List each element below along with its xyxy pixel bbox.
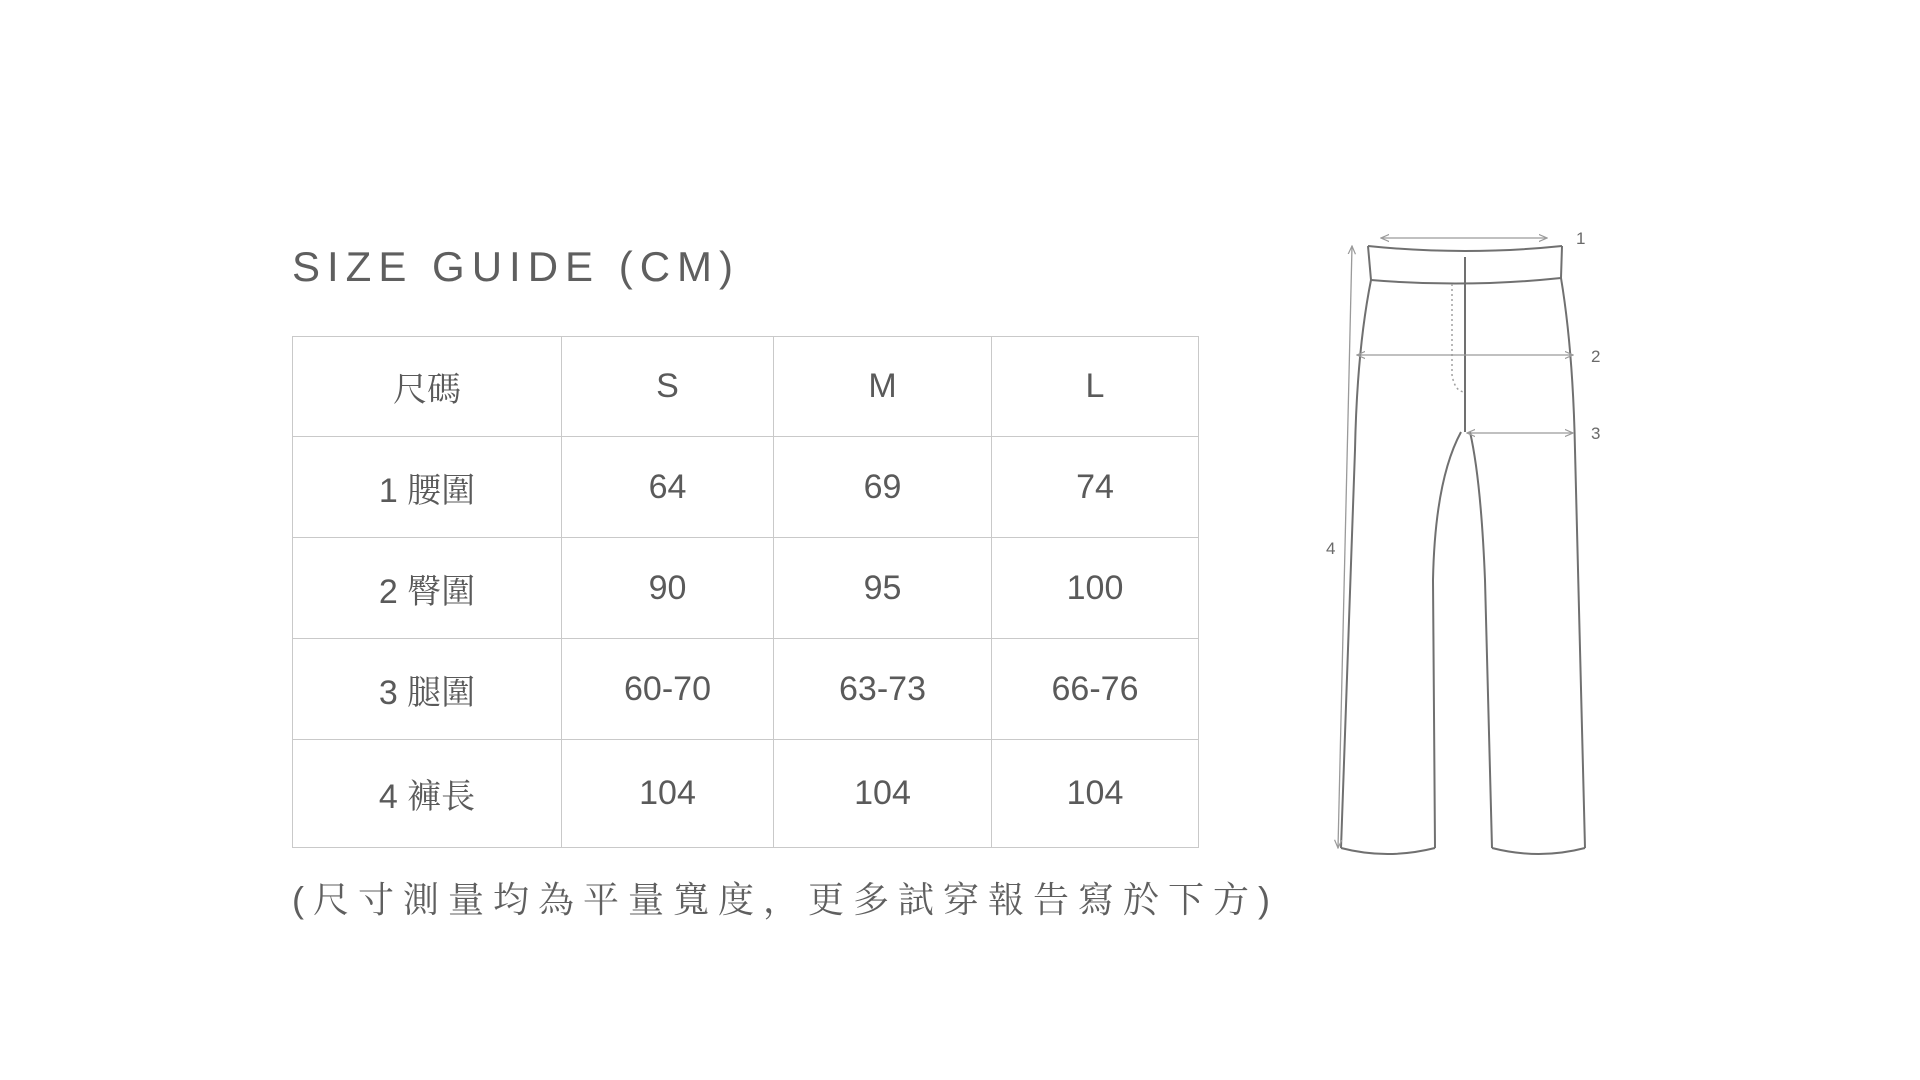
row-label-thigh: 3 腿圍 [293,639,562,740]
row-label-waist: 1 腰圍 [293,437,562,538]
pants-outline [1341,246,1585,854]
size-chart-table [292,336,1199,848]
table-cell: 90 [562,538,774,639]
size-guide-title: SIZE GUIDE (CM) [292,243,740,290]
pants-diagram [1305,220,1615,880]
table-cell: 104 [562,740,774,848]
measurement-lines [1338,238,1573,848]
table-cell: 104 [774,740,992,848]
table-cell: 104 [992,740,1199,848]
header-cell-m: M [774,337,992,437]
header-cell-s: S [562,337,774,437]
table-cell: 66-76 [992,639,1199,740]
row-label-length: 4 褲長 [293,740,562,848]
header-cell-l: L [992,337,1199,437]
table-cell: 95 [774,538,992,639]
label-3: 3 [1591,424,1601,443]
label-2: 2 [1591,347,1601,366]
table-row [293,639,1199,740]
table-header-row [293,337,1199,437]
label-4: 4 [1326,539,1336,558]
table-row [293,538,1199,639]
table-cell: 60-70 [562,639,774,740]
measurement-note: (尺寸測量均為平量寬度，更多試穿報告寫於下方) [292,879,1279,920]
row-label-hip: 2 臀圍 [293,538,562,639]
table-cell: 100 [992,538,1199,639]
table-row [293,437,1199,538]
table-row [293,740,1199,848]
label-1: 1 [1576,229,1586,248]
table-cell: 69 [774,437,992,538]
table-cell: 64 [562,437,774,538]
table-cell: 63-73 [774,639,992,740]
table-cell: 74 [992,437,1199,538]
header-cell-size: 尺碼 [293,337,562,437]
fly-stitch [1452,284,1465,392]
